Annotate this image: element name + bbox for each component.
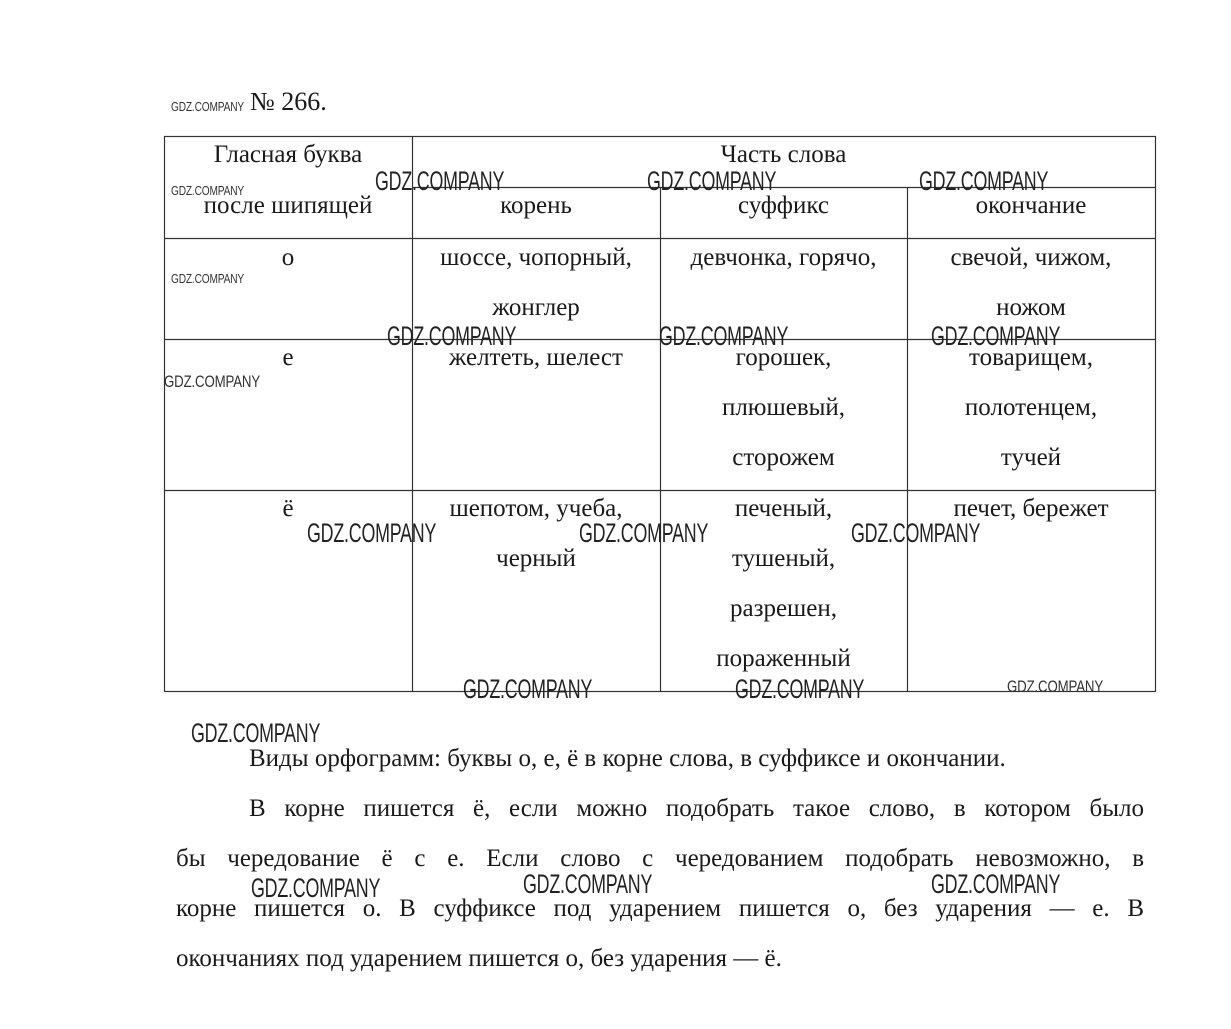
watermark: GDZ.COMPANY — [659, 321, 789, 351]
watermark: GDZ.COMPANY — [307, 518, 437, 548]
row-o-root-line2: жонглер — [492, 294, 580, 321]
watermark: GDZ.COMPANY — [191, 718, 321, 748]
watermark: GDZ.COMPANY — [735, 674, 865, 704]
row-o-ending-line1: свечой, чижом, — [950, 244, 1112, 271]
header-part-of-word: Часть слова — [720, 141, 847, 168]
row-e-suffix-line2: плюшевый, — [721, 394, 846, 421]
watermark: GDZ.COMPANY — [931, 869, 1061, 899]
explanation-line2: В корне пишется ё, если можно подобрать такое слово, в котором было — [249, 795, 1144, 822]
watermark: GDZ.COMPANY — [919, 166, 1049, 196]
row-o-suffix-line1: девчонка, горячо, — [690, 244, 877, 271]
row-e-suffix-line3: сторожем — [732, 444, 835, 471]
row-yo-root-line1: шепотом, учеба, — [449, 495, 623, 522]
explanation-line4: корне пишется о. В суффиксе под ударением пишется о, без ударения — е. В — [176, 895, 1144, 922]
header-root: корень — [500, 192, 572, 219]
watermark: GDZ.COMPANY — [851, 518, 981, 548]
row-yo-suffix-line2: тушеный, — [731, 545, 836, 572]
row-yo-ending-line1: печет, бережет — [953, 495, 1109, 522]
header-suffix: суффикс — [738, 192, 829, 219]
row-e-ending-line2: полотенцем, — [964, 394, 1098, 421]
watermark: GDZ.COMPANY — [387, 321, 517, 351]
row-e-ending-line1: товарищем, — [969, 344, 1093, 371]
row-o-root-line1: шоссе, чопорный, — [440, 244, 632, 271]
task-number: № 266. — [250, 87, 327, 116]
watermark-small: GDZ.COMPANY — [171, 183, 245, 198]
header-ending: окончание — [975, 192, 1087, 219]
watermark-label: GDZ.COMPANY — [171, 99, 245, 114]
header-vowel-line1: Гласная буква — [213, 141, 363, 168]
watermark: GDZ.COMPANY — [463, 674, 593, 704]
row-yo-suffix-line4: пораженный — [716, 645, 851, 672]
row-e-vowel: е — [282, 344, 294, 371]
watermark-small: GDZ.COMPANY — [1007, 677, 1104, 696]
row-yo-suffix-line3: разрешен, — [729, 595, 838, 622]
explanation-line3: бы чередование ё с е. Если слово с чередованием подобрать невозможно, в — [176, 845, 1144, 872]
watermark: GDZ.COMPANY — [931, 321, 1061, 351]
watermark: GDZ.COMPANY — [375, 166, 505, 196]
watermark-small: GDZ.COMPANY — [164, 372, 261, 391]
watermark: GDZ.COMPANY — [523, 869, 653, 899]
row-yo-root-line2: черный — [496, 545, 576, 572]
row-yo-vowel: ё — [282, 495, 294, 522]
watermark: GDZ.COMPANY — [647, 166, 777, 196]
watermark-small: GDZ.COMPANY — [171, 271, 245, 286]
row-yo-suffix-line1: печеный, — [734, 495, 833, 522]
row-e-suffix-line1: горошек, — [735, 344, 832, 371]
row-e-ending-line3: тучей — [1000, 444, 1062, 471]
row-o-vowel: о — [281, 244, 295, 271]
row-o-ending-line2: ножом — [996, 294, 1066, 321]
watermark: GDZ.COMPANY — [579, 518, 709, 548]
explanation-line1: Виды орфограмм: буквы о, е, ё в корне слова, в суффиксе и окончании. — [249, 745, 1006, 772]
row-e-root-line1: желтеть, шелест — [449, 344, 623, 371]
header-vowel-line2: после шипящей — [203, 192, 373, 219]
explanation-line5: окончаниях под ударением пишется о, без ударения — ё. — [176, 945, 782, 972]
watermark: GDZ.COMPANY — [251, 873, 381, 903]
